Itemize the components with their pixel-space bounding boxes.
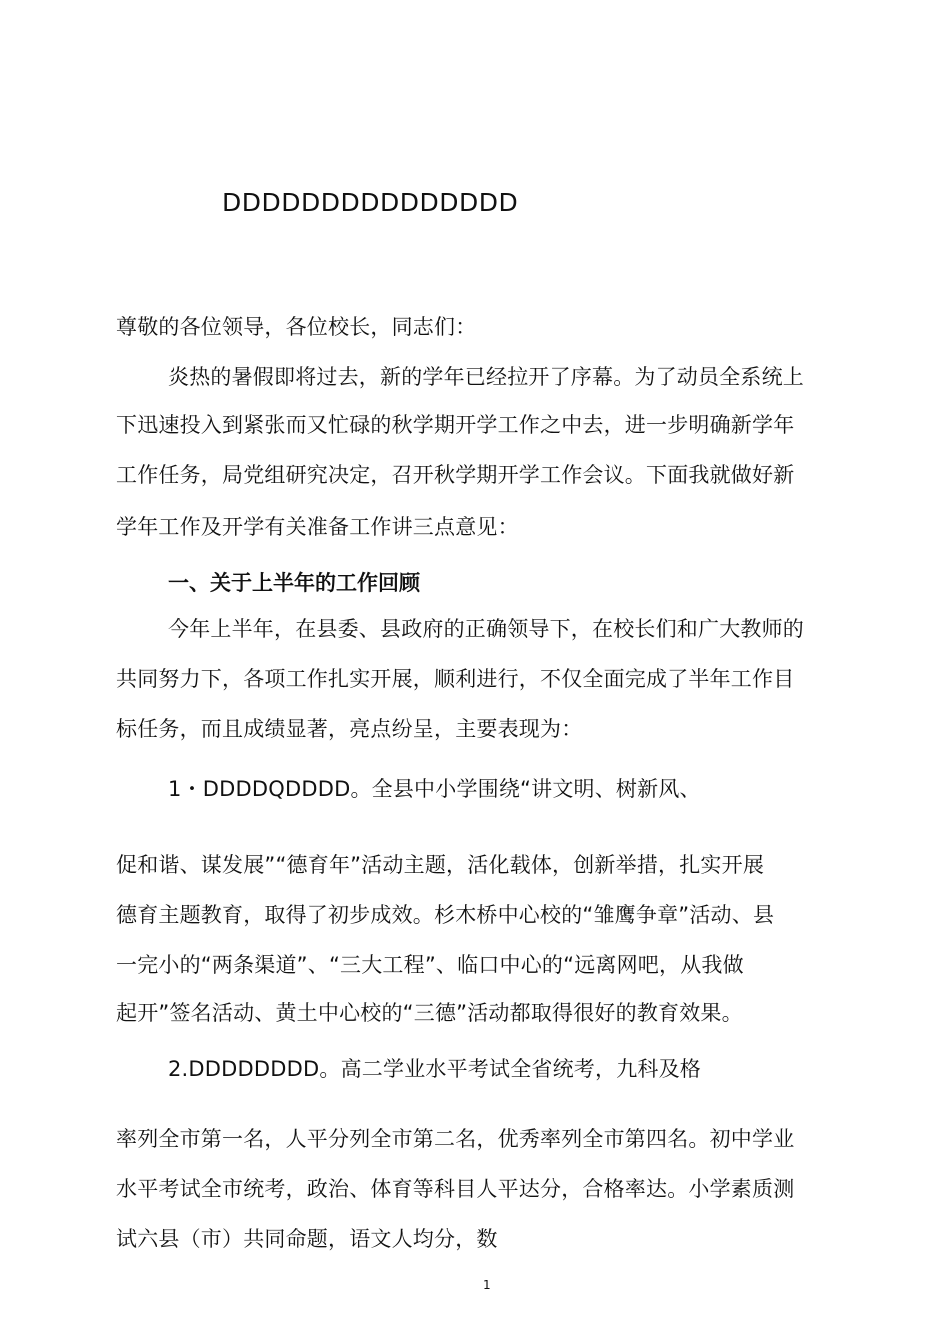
item2-line-2: 率列全市第一名，人平分列全市第二名，优秀率列全市第四名。初中学业 [116,1127,795,1151]
item1-first-line: 1・DDDDQDDDD。全县中小学围绕“讲文明、树新风、 [168,777,701,801]
item1-line-5: 起开”签名活动、黄土中心校的“三德”活动都取得很好的教育效果。 [116,1001,743,1025]
item2-line-3: 水平考试全市统考，政治、体育等科目人平达分，合格率达。小学素质测 [116,1177,795,1201]
item2-line-4: 试六县（市）共同命题，语文人均分，数 [116,1227,498,1251]
item1-line-3: 德育主题教育，取得了初步成效。杉木桥中心校的“雏鹰争章”活动、县 [116,903,775,927]
intro-line-4: 学年工作及开学有关准备工作讲三点意见： [116,515,519,539]
document-title: DDDDDDDDDDDDDDD [222,188,519,217]
section-intro-line-1: 今年上半年，在县委、县政府的正确领导下，在校长们和广大教师的 [168,617,804,641]
intro-line-1: 炎热的暑假即将过去，新的学年已经拉开了序幕。为了动员全系统上 [168,365,804,389]
page-number: 1 [483,1278,491,1292]
item1-line-2: 促和谐、谋发展”“德育年”活动主题，活化载体，创新举措，扎实开展 [116,853,765,877]
section-intro-line-3: 标任务，而且成绩显著，亮点纷呈，主要表现为： [116,717,583,741]
intro-line-3: 工作任务，局党组研究决定，召开秋学期开学工作会议。下面我就做好新 [116,463,795,487]
intro-line-2: 下迅速投入到紧张而又忙碌的秋学期开学工作之中去，进一步明确新学年 [116,413,795,437]
section-heading: 一、关于上半年的工作回顾 [168,571,420,595]
item1-line-4: 一完小的“两条渠道”、“三大工程”、临口中心的“远离网吧，从我做 [116,953,744,977]
salutation: 尊敬的各位领导，各位校长，同志们： [116,315,477,339]
section-intro-line-2: 共同努力下，各项工作扎实开展，顺利进行，不仅全面完成了半年工作目 [116,667,795,691]
item2-first-line: 2.DDDDDDDD。高二学业水平考试全省统考，九科及格 [168,1057,701,1081]
